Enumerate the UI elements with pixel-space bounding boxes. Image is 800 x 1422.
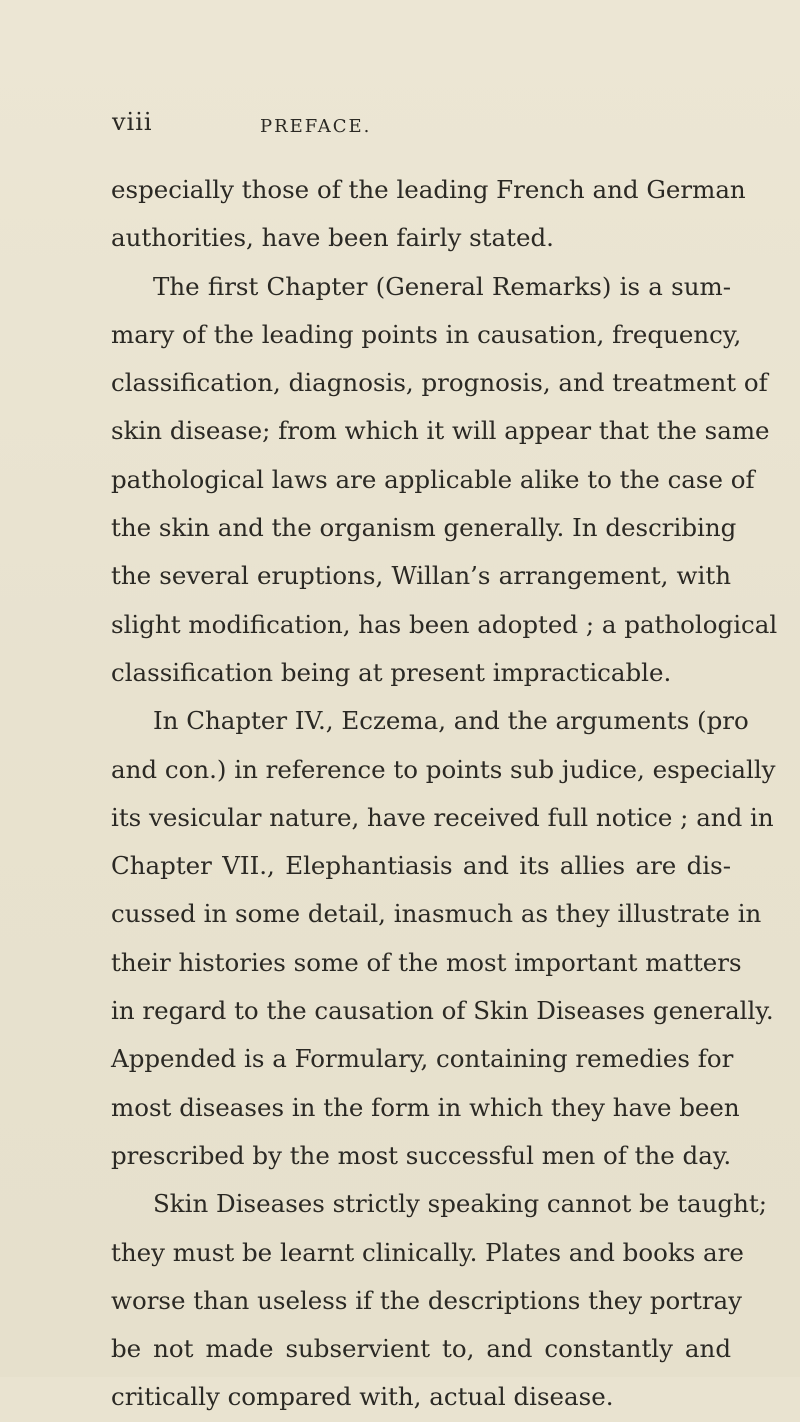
page-header (112, 108, 712, 148)
text-line: the several eruptions, Willan’s arrangement, with (111, 561, 731, 591)
text-line: Skin Diseases strictly speaking cannot be taught; (153, 1189, 767, 1219)
text-line: especially those of the leading French and German (111, 175, 746, 204)
text-line: be not made subservient to, and constantly and (111, 1334, 731, 1364)
body-text (111, 166, 778, 1422)
text-line: most diseases in the form in which they have been (111, 1092, 740, 1122)
text-line: In Chapter IV., Eczema, and the arguments (pro (153, 706, 749, 736)
text-line: The first Chapter (General Remarks) is a sum- (153, 271, 731, 301)
text-line: mary of the leading points in causation, frequency, (111, 319, 742, 349)
text-line: and con.) in reference to points sub judice, especially (111, 754, 776, 784)
text-line: Chapter VII., Elephantiasis and its allies are dis- (111, 851, 731, 881)
text-line: classification being at present impracticable. (111, 657, 672, 687)
text-line: pathological laws are applicable alike to the case of (111, 464, 755, 494)
text-line: slight modification, has been adopted ; a pathological (111, 609, 778, 639)
text-line: worse than useless if the descriptions they portray (111, 1285, 742, 1315)
page-number: viii (112, 108, 153, 136)
text-line: prescribed by the most successful men of the day. (111, 1140, 732, 1170)
text-line: Appended is a Formulary, containing remedies for (111, 1044, 734, 1074)
text-line: authorities, have been fairly stated. (111, 223, 554, 253)
text-line: classification, diagnosis, prognosis, and treatment of (111, 368, 768, 398)
text-line: skin disease; from which it will appear that the same (111, 416, 770, 446)
text-line: the skin and the organism generally. In describing (111, 513, 737, 543)
text-line: its vesicular nature, have received full notice ; and in (111, 802, 774, 832)
text-line: in regard to the causation of Skin Diseases generally. (111, 996, 774, 1026)
text-line: cussed in some detail, inasmuch as they illustrate in (111, 899, 762, 929)
text-line: critically compared with, actual disease. (111, 1382, 614, 1412)
text-line: they must be learnt clinically. Plates and books are (111, 1237, 744, 1267)
running-head: PREFACE. (260, 116, 372, 137)
text-line: their histories some of the most important matters (111, 947, 742, 977)
